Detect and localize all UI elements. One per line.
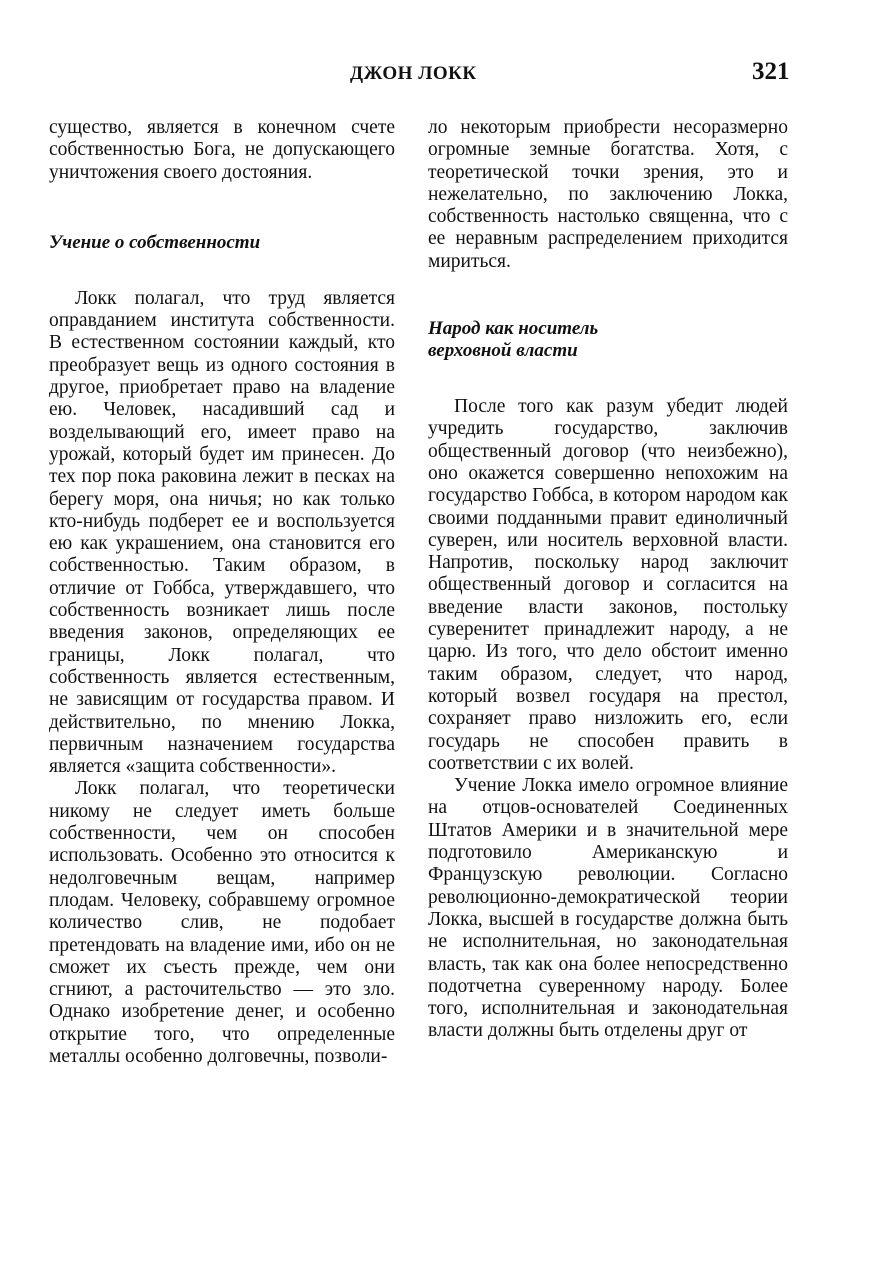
right-continued-paragraph: ло некоторым приобрести несоразмерно огромные земные богатства. Хотя, с теоретической точки зрения, это и нежелательно, по заключению Локка, собственность настолько священна, что с ее неравным распределением приходится мириться. [428,117,788,272]
section-heading-property: Учение о собственности [49,231,261,253]
section-heading-sovereignty-line-1: Народ как носитель [428,318,599,340]
left-paragraph-2: Локк полагал, что теоретически никому не следует иметь больше собственности, чем он способен использовать. Особенно это относится к недолговечным вещам, например плодам. Человеку, собравшему огромное количество слив, не подобает претендовать на владение ими, ибо он не сможет их съесть прежде, чем они сгниют, а расточительство — это зло. Однако изобретение денег, и особенно открытие того, что определенные металлы особенно долговечны, позволи- [49,778,395,1067]
left-continued-paragraph: существо, является в конечном счете собственностью Бога, не допускающего уничтожения своего достояния. [49,117,395,183]
section-heading-sovereignty-line-2: верховной власти [428,340,578,362]
right-paragraph-2: Учение Локка имело огромное влияние на отцов-основателей Соединенных Штатов Америки и в значительной мере подготовило Американскую и Французскую революции. Согласно революционно-демократической теории Локка, высшей в государстве должна быть не исполнительная, но законодательная власть, так как она более непосредственно подотчетна суверенному народу. Более того, исполнительная и законодательная власти должны быть отделены друг от [428,775,788,1042]
running-head: ДЖОН ЛОКК [350,63,477,84]
left-column [49,117,395,1068]
left-paragraph-1: Локк полагал, что труд является оправданием института собственности. В естественном состоянии каждый, кто преобразует вещь из одного состояния в другое, приобретает право на владение ею. Человек, насадивший сад и возделывающий его, имеет право на урожай, который будет им принесен. До тех пор пока раковина лежит в песках на берегу моря, она ничья; но как только кто-нибудь подберет ее и воспользуется ею как украшением, она становится его собственностью. Таким образом, в отличие от Гоббса, утверждавшего, что собственность возникает лишь после введения законов, определяющих ее границы, Локк полагал, что собственность является естественным, не зависящим от государства правом. И действительно, по мнению Локка, первичным назначением государства является «защита собственности». [49,287,395,778]
right-paragraph-1: После того как разум убедит людей учредить государство, заключив общественный договор (что неизбежно), оно окажется совершенно непохожим на государство Гоббса, в котором народом как своими подданными правит единоличный суверен, или носитель верховной власти. Напротив, поскольку народ заключит общественный договор и согласится на введение власти законов, постольку суверенитет принадлежит народу, а не царю. Из того, что дело обстоит именно таким образом, следует, что народ, который возвел государя на престол, сохраняет право низложить его, если государь не способен править в соответствии с их волей. [428,396,788,774]
page-number: 321 [752,58,790,85]
right-column [428,117,788,1043]
section-heading-sovereignty [428,318,788,362]
